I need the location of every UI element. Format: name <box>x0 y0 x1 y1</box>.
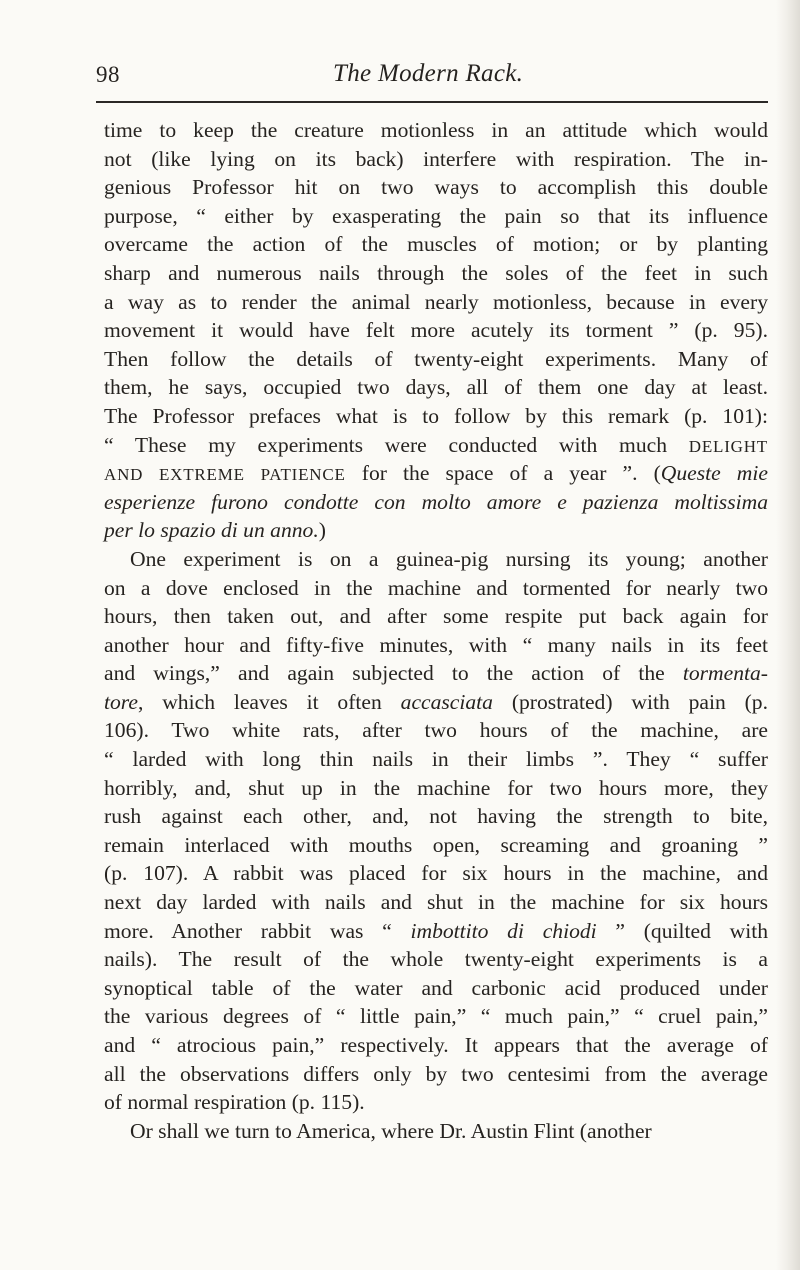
text-run: movement it would have felt more acutely its torment ” (p. 95). <box>104 318 768 343</box>
text-line <box>104 574 768 603</box>
italic-text: esperienze furono condotte con molto amore e pazienza moltissima <box>104 489 768 514</box>
running-head <box>96 52 768 92</box>
text-run: 106). Two white rats, after two hours of the machine, are <box>104 718 768 743</box>
text-line <box>104 431 768 460</box>
text-run: ) <box>318 518 326 543</box>
italic-text: tore <box>104 689 138 714</box>
text-line <box>104 1031 768 1060</box>
text-line <box>104 545 768 574</box>
text-run: and “ atrocious pain,” respectively. It appears that the average of <box>104 1033 768 1057</box>
text-run: more. Another rabbit was “ <box>104 918 411 943</box>
text-run: Then follow the details of twenty-eight experiments. Many of <box>104 346 768 371</box>
text-run: ” (quilted with <box>596 918 768 943</box>
text-line <box>104 688 768 717</box>
text-run: remain interlaced with mouths open, screaming and groaning ” <box>104 832 768 857</box>
text-line <box>104 116 768 145</box>
italic-text: tormenta- <box>682 661 768 686</box>
text-line <box>104 802 768 831</box>
text-line <box>104 917 768 946</box>
page-edge-shading <box>776 0 800 1270</box>
text-line <box>104 716 768 745</box>
page-number: 98 <box>96 62 120 87</box>
text-run: rush against each other, and, not having the strength to bite, <box>104 804 768 829</box>
text-run: a way as to render the animal nearly motionless, because in every <box>104 289 768 314</box>
text-run: nails). The result of the whole twenty-eight experiments is a <box>104 947 768 972</box>
text-line <box>104 316 768 345</box>
text-run: on a dove enclosed in the machine and tormented for nearly two <box>104 575 768 600</box>
text-line <box>104 602 768 631</box>
text-line <box>104 774 768 803</box>
header-rule <box>96 101 768 103</box>
text-line <box>104 259 768 288</box>
text-run: and wings,” and again subjected to the action of the <box>104 661 683 686</box>
text-line <box>104 345 768 374</box>
text-run: purpose, “ either by exasperating the pain so that its influence <box>104 203 768 228</box>
text-line <box>104 459 768 488</box>
text-line <box>104 831 768 860</box>
text-run: next day larded with nails and shut in the machine for six hours <box>104 890 768 915</box>
text-run: all the observations differs only by two centesimi from the average <box>104 1061 768 1086</box>
text-line <box>104 945 768 974</box>
text-line <box>104 1088 768 1117</box>
text-run: hours, then taken out, and after some respite put back again for <box>104 604 768 629</box>
italic-text: accasciata <box>400 689 493 714</box>
text-run: synoptical table of the water and carbonic acid produced under <box>104 975 768 1000</box>
text-line <box>104 202 768 231</box>
text-run: another hour and fifty-five minutes, with “ many nails in its feet <box>104 632 768 657</box>
text-run: , which leaves it often <box>137 689 401 714</box>
text-run: overcame the action of the muscles of motion; or by planting <box>104 232 768 257</box>
text-run: not (like lying on its back) interfere with respiration. The in- <box>104 146 768 171</box>
text-run: Or shall we turn to America, where Dr. Austin Flint (another <box>130 1118 652 1143</box>
text-line <box>104 1117 768 1146</box>
text-line <box>104 288 768 317</box>
small-caps-text: DELIGHT <box>688 436 768 456</box>
text-run: for the space of a year ”. ( <box>345 461 661 486</box>
text-run: (p. 107). A rabbit was placed for six hours in the machine, and <box>104 861 768 886</box>
italic-text: Queste mie <box>660 461 768 486</box>
text-line <box>104 888 768 917</box>
text-run: sharp and numerous nails through the soles of the feet in such <box>104 260 768 285</box>
text-run: the various degrees of “ little pain,” “ much pain,” “ cruel pain,” <box>104 1004 768 1029</box>
text-line <box>104 1060 768 1089</box>
text-line <box>104 659 768 688</box>
italic-text: imbottito di chiodi <box>410 918 597 943</box>
text-line <box>104 173 768 202</box>
text-line <box>104 402 768 431</box>
body-text <box>104 116 768 1145</box>
text-run: time to keep the creature motionless in an attitude which would <box>104 118 768 142</box>
text-run: The Professor prefaces what is to follow by this remark (p. 101): <box>104 403 768 428</box>
text-line <box>104 745 768 774</box>
text-line <box>104 516 768 545</box>
text-line <box>104 145 768 174</box>
text-line <box>104 631 768 660</box>
text-line <box>104 230 768 259</box>
text-run: horribly, and, shut up in the machine for two hours more, they <box>104 775 768 800</box>
italic-text: per lo spazio di un anno. <box>104 518 319 543</box>
text-line <box>104 974 768 1003</box>
text-line <box>104 1002 768 1031</box>
text-line <box>104 859 768 888</box>
text-line <box>104 488 768 517</box>
text-line <box>104 373 768 402</box>
text-run: them, he says, occupied two days, all of them one day at least. <box>104 375 768 400</box>
text-run: genious Professor hit on two ways to accomplish this double <box>104 175 768 200</box>
running-title: The Modern Rack. <box>333 60 524 87</box>
text-run: of normal respiration (p. 115). <box>104 1090 365 1115</box>
text-run: (prostrated) with pain (p. <box>492 689 768 714</box>
text-run: “ larded with long thin nails in their limbs ”. They “ suffer <box>104 747 768 772</box>
text-run: “ These my experiments were conducted with much <box>104 432 689 457</box>
small-caps-text: AND EXTREME PATIENCE <box>104 465 346 485</box>
text-run: One experiment is on a guinea-pig nursing its young; another <box>130 546 768 571</box>
